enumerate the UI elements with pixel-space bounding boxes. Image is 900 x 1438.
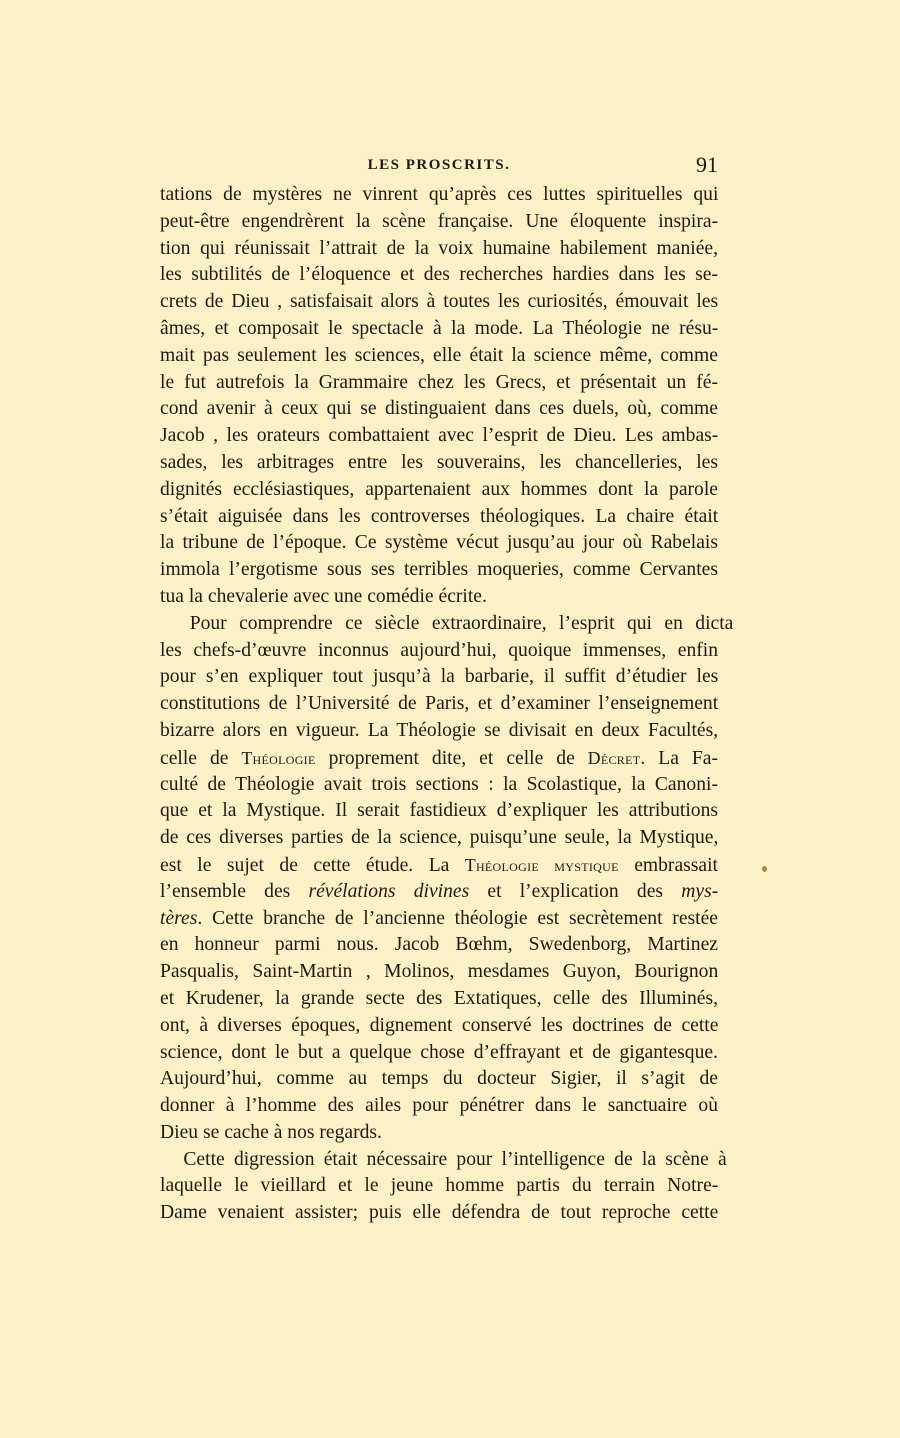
text-segment: dignités ecclésiastiques, appartenaient aux hommes dont la parole <box>160 478 718 500</box>
text-segment: âmes, et composait le spectacle à la mode. La Théologie ne résu- <box>160 317 719 339</box>
text-segment: en honneur parmi nous. Jacob Bœhm, Swedenborg, Martinez <box>160 934 718 956</box>
text-line <box>160 986 718 1013</box>
text-line <box>160 1040 718 1067</box>
text-line <box>160 557 718 584</box>
text-segment: . La Fa- <box>640 747 719 769</box>
text-segment: Dieu se cache à nos regards. <box>160 1121 382 1143</box>
paper-speck <box>762 866 767 872</box>
text-segment: Pour comprendre ce siècle extraordinaire, l’esprit qui en dicta <box>160 612 734 634</box>
text-segment: cond avenir à ceux qui se distinguaient dans ces duels, où, comme <box>160 398 718 420</box>
text-segment: science, dont le but a quelque chose d’effrayant et de gigantesque. <box>160 1041 718 1063</box>
page-number: 91 <box>696 152 718 177</box>
text-segment: tion qui réunissait l’attrait de la voix humaine habilement maniée, <box>160 237 718 259</box>
text-line <box>160 611 734 638</box>
text-segment: Dame venaient assister; puis elle défendra de tout reproche cette <box>160 1202 719 1224</box>
italic-text: tères <box>160 907 198 929</box>
text-segment: l’ensemble des <box>160 880 309 902</box>
text-segment: mait pas seulement les sciences, elle était la science même, comme <box>160 344 718 366</box>
text-segment: les subtilités de l’éloquence et des recherches hardies dans les se- <box>160 264 718 286</box>
text-segment: Jacob , les orateurs combattaient avec l’esprit de Dieu. Les ambas- <box>160 425 719 447</box>
text-line <box>160 1066 718 1093</box>
text-line <box>160 798 718 825</box>
text-segment: bizarre alors en vigueur. La Théologie se divisait en deux Facultés, <box>160 719 719 741</box>
text-segment: Pasqualis, Saint-Martin , Molinos, mesdames Guyon, Bourignon <box>160 961 719 983</box>
text-segment: crets de Dieu , satisfaisait alors à toutes les curiosités, émouvait les <box>160 291 719 313</box>
italic-text: révélations divines <box>308 880 470 902</box>
text-line <box>160 879 718 906</box>
text-line <box>160 423 718 450</box>
text-line <box>160 638 718 665</box>
text-segment: immola l’ergotisme sous ses terribles moqueries, comme Cervantes <box>160 559 718 581</box>
text-line <box>160 262 718 289</box>
text-line <box>160 182 718 209</box>
text-line <box>160 396 718 423</box>
text-line <box>160 316 718 343</box>
running-title: LES PROSCRITS. <box>367 157 511 173</box>
text-line <box>160 906 718 933</box>
text-segment: la tribune de l’époque. Ce système vécut jusqu’au jour où Rabelais <box>160 532 718 554</box>
text-segment: donner à l’homme des ailes pour pénétrer dans le sanctuaire où <box>160 1095 719 1117</box>
text-line <box>160 1120 718 1147</box>
text-segment: proprement dite, et celle de <box>315 747 588 769</box>
text-segment: et Krudener, la grande secte des Extatiques, celle des Illuminés, <box>160 987 718 1009</box>
text-line <box>160 236 718 263</box>
text-line <box>160 664 718 691</box>
text-line <box>160 1147 727 1174</box>
text-line <box>160 932 718 959</box>
text-segment: de ces diverses parties de la science, puisqu’une seule, la Mystique, <box>160 827 719 849</box>
text-segment: celle de <box>160 747 242 769</box>
text-segment: constitutions de l’Université de Paris, et d’examiner l’enseignement <box>160 693 719 715</box>
text-line <box>160 370 718 397</box>
text-line <box>160 584 718 611</box>
text-line <box>160 450 718 477</box>
text-line <box>160 959 718 986</box>
text-segment: tua la chevalerie avec une comédie écrite. <box>160 585 487 607</box>
text-segment: laquelle le vieillard et le jeune homme partis du terrain Notre- <box>160 1175 719 1197</box>
text-line <box>160 477 718 504</box>
text-segment: le fut autrefois la Grammaire chez les Grecs, et présentait un fé- <box>160 371 718 393</box>
text-line <box>160 343 718 370</box>
page-header <box>160 152 718 180</box>
body-text <box>160 182 734 1227</box>
text-line <box>160 289 718 316</box>
text-segment: tations de mystères ne vinrent qu’après ces luttes spirituelles qui <box>160 184 719 205</box>
text-segment: que et la Mystique. Il serait fastidieux d’expliquer les attributions <box>160 800 718 822</box>
text-segment: et l’explication des <box>469 880 682 902</box>
text-line <box>160 825 718 852</box>
text-line <box>160 504 718 531</box>
text-segment: les chefs-d’œuvre inconnus aujourd’hui, quoique immenses, enfin <box>160 639 719 661</box>
text-line <box>160 691 718 718</box>
small-caps-text: Théologie <box>241 747 316 768</box>
small-caps-text: Décret <box>587 747 641 768</box>
text-segment: s’était aiguisée dans les controverses théologiques. La chaire était <box>160 505 719 527</box>
text-line <box>160 1173 718 1200</box>
text-segment: . Cette branche de l’ancienne théologie est secrètement restée <box>197 907 718 929</box>
text-line <box>160 745 718 772</box>
text-segment: culté de Théologie avait trois sections : la Scolastique, la Canoni- <box>160 773 718 795</box>
text-segment: pour s’en expliquer tout jusqu’à la barbarie, il suffit d’étudier les <box>160 666 719 688</box>
text-segment: embrassait <box>618 854 718 876</box>
italic-text: mys- <box>681 880 719 902</box>
text-segment: Aujourd’hui, comme au temps du docteur Sigier, il s’agit de <box>160 1068 718 1090</box>
text-segment: est le sujet de cette étude. La <box>160 854 465 876</box>
text-segment: sades, les arbitrages entre les souverains, les chancelleries, les <box>160 451 718 473</box>
text-line <box>160 1013 718 1040</box>
text-line <box>160 1200 718 1227</box>
text-line <box>160 1093 718 1120</box>
text-line <box>160 772 718 799</box>
text-segment: Cette digression était nécessaire pour l’intelligence de la scène à <box>160 1148 727 1170</box>
text-line <box>160 852 718 879</box>
small-caps-text: Théologie mystique <box>464 854 619 875</box>
text-segment: peut-être engendrèrent la scène française. Une éloquente inspira- <box>160 210 719 232</box>
text-line <box>160 718 718 745</box>
text-line <box>160 209 718 236</box>
text-line <box>160 530 718 557</box>
text-segment: ont, à diverses époques, dignement conservé les doctrines de cette <box>160 1014 719 1036</box>
